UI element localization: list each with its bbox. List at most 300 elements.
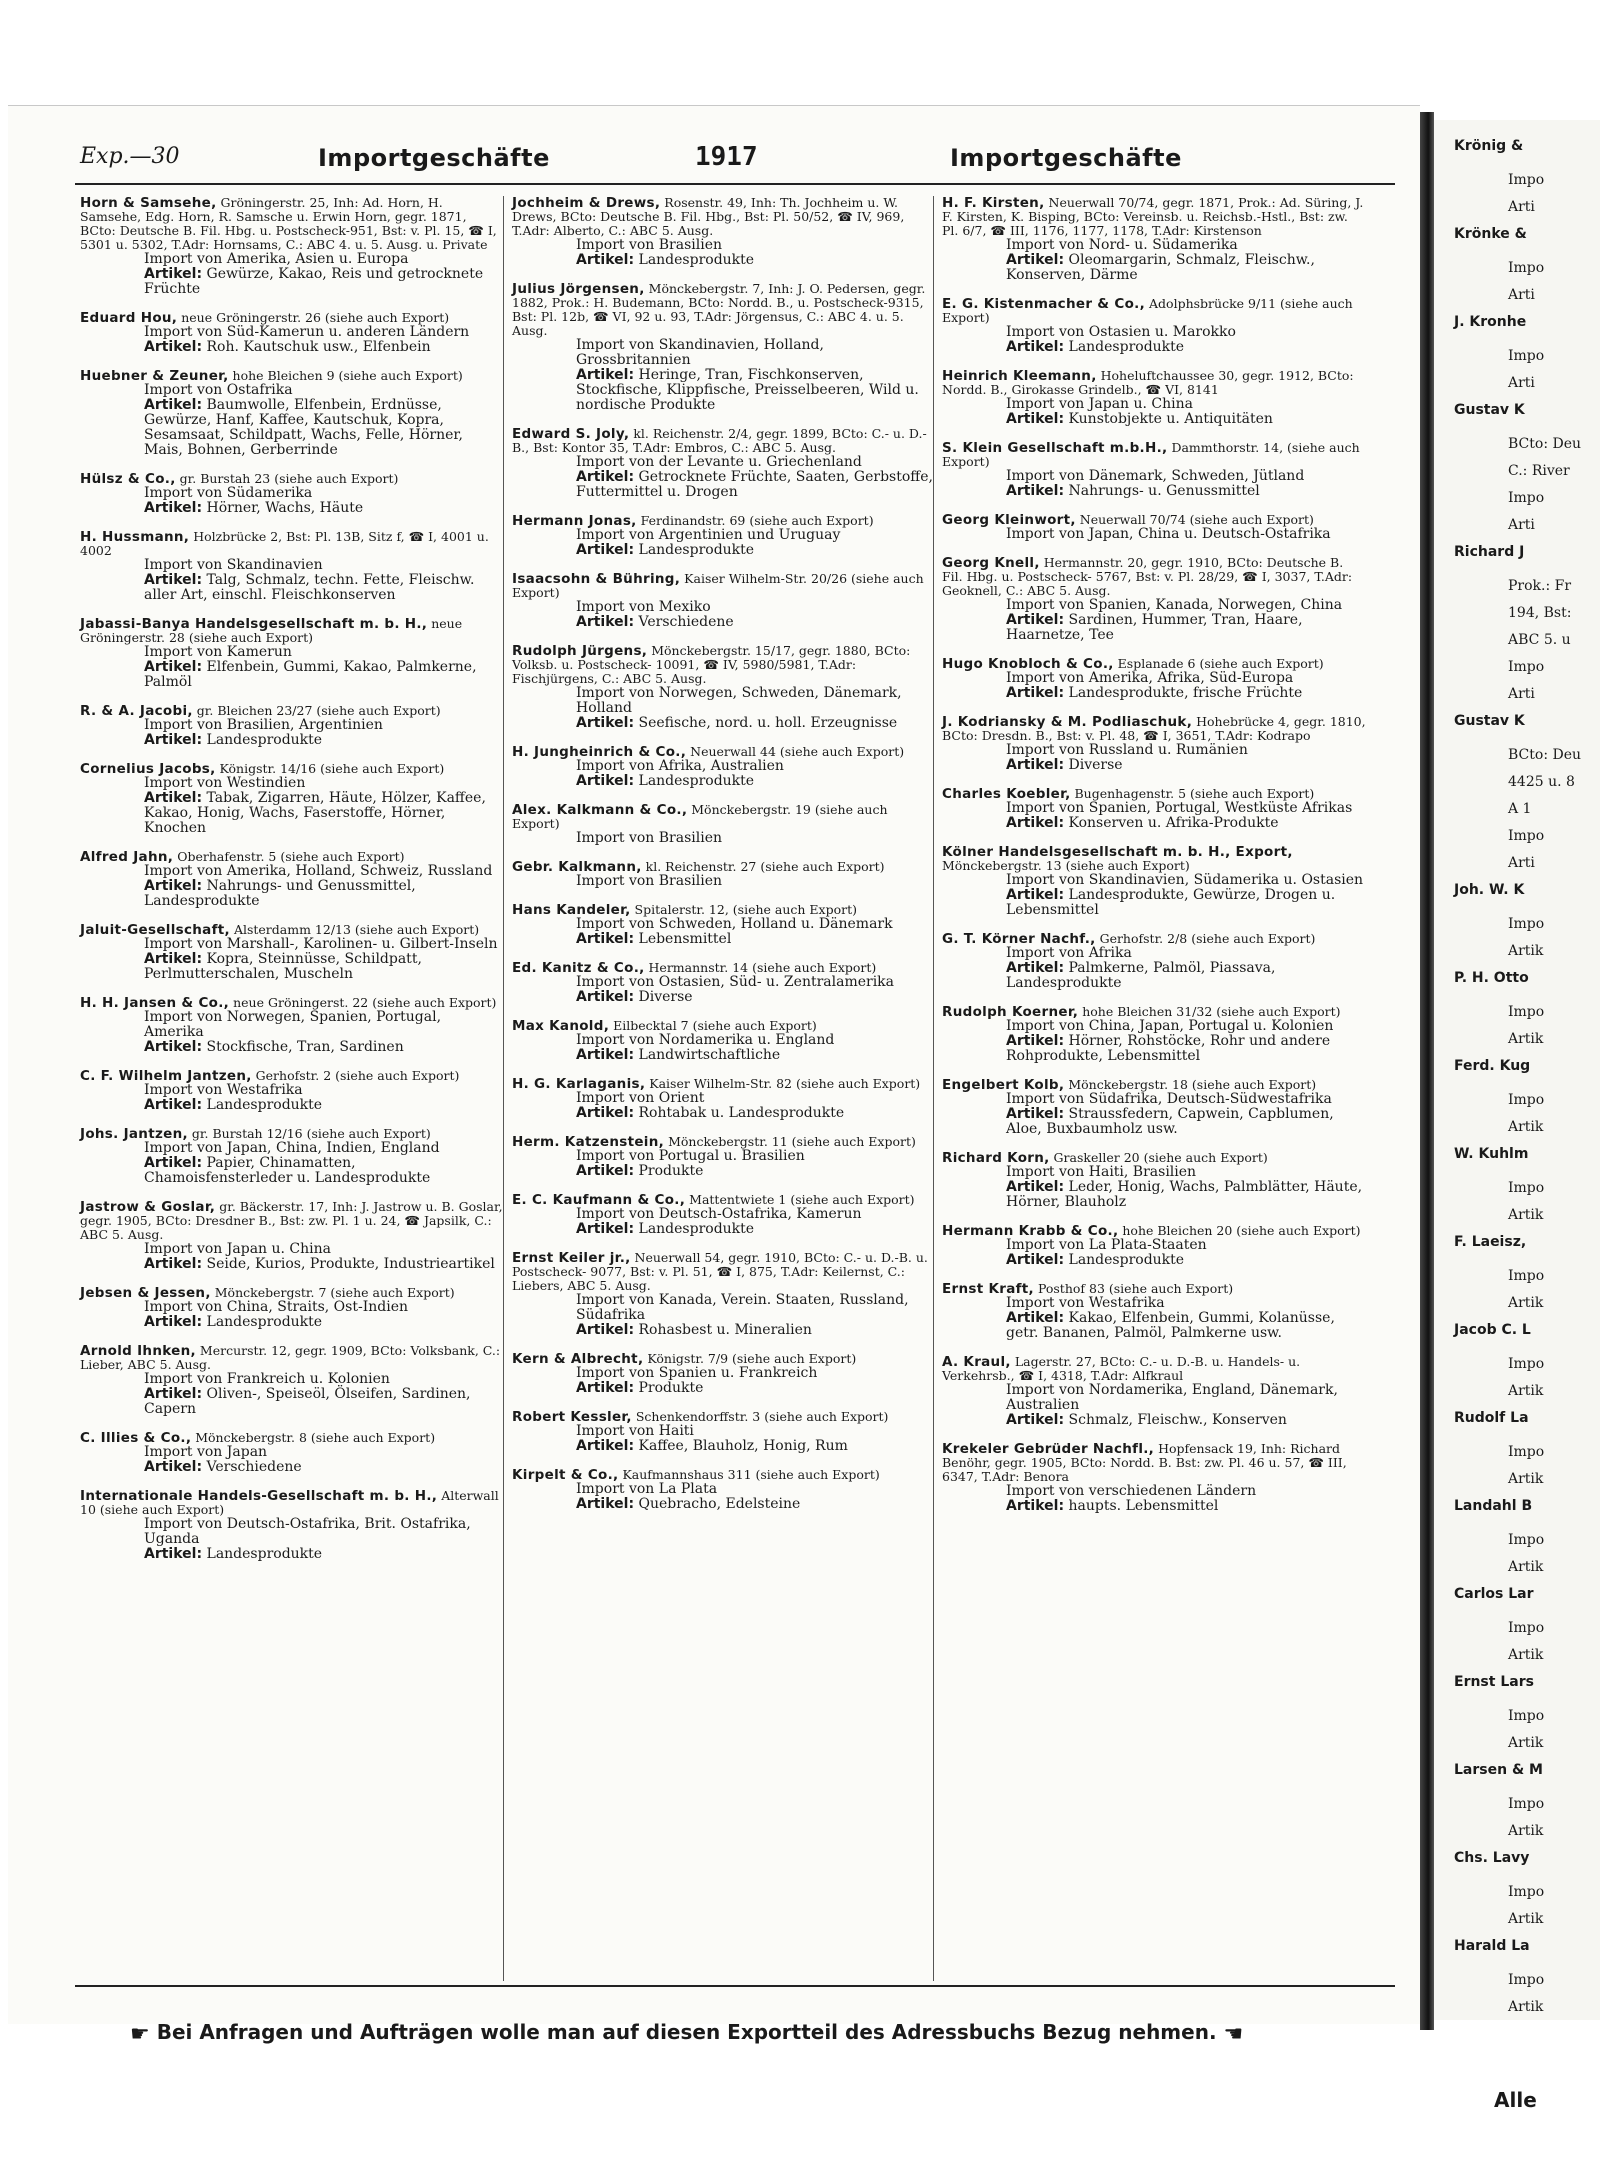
header-title-right: Importgeschäfte xyxy=(950,144,1182,172)
import-line: Import von Argentinien und Uruguay xyxy=(576,527,841,543)
company-name: Eduard Hou, xyxy=(80,310,178,326)
artikel-line xyxy=(80,1460,504,1475)
artikel-label: Artikel: xyxy=(144,339,203,355)
import-line: Import von Skandinavien, Südamerika u. Ostasien xyxy=(1006,872,1364,888)
artikel-line xyxy=(80,1098,504,1113)
company-name: Heinrich Kleemann, xyxy=(942,368,1097,384)
company-name: Hermann Krabb & Co., xyxy=(942,1223,1119,1239)
listing-head xyxy=(942,1442,1366,1484)
listing-head xyxy=(80,1200,504,1242)
adjacent-company-name: Joh. W. K xyxy=(1454,882,1525,898)
artikel-line xyxy=(512,1164,936,1179)
artikel-line xyxy=(80,340,504,355)
artikel-line xyxy=(80,1547,504,1562)
listing-head xyxy=(942,297,1366,325)
listing-entry xyxy=(512,1193,936,1237)
listing-head xyxy=(942,1005,1366,1019)
adjacent-line: A 1 xyxy=(1508,801,1532,817)
header-year: 1917 xyxy=(695,142,758,172)
artikel-line xyxy=(512,990,936,1005)
import-line: Import von Südafrika, Deutsch-Südwestafrika xyxy=(1006,1091,1332,1107)
artikel-text: Talg, Schmalz, techn. Fette, Fleischw. aller Art, einschl. Fleischkonserven xyxy=(144,572,475,603)
artikel-text: Stockfische, Tran, Sardinen xyxy=(206,1039,404,1055)
company-name: Rudolph Jürgens, xyxy=(512,643,648,659)
company-name: Julius Jörgensen, xyxy=(512,281,645,297)
listing-head xyxy=(942,369,1366,397)
listing-head xyxy=(80,472,504,486)
import-line: Import von La Plata xyxy=(576,1481,718,1497)
adjacent-company-name: Chs. Lavy xyxy=(1454,1850,1530,1866)
artikel-text: Seefische, nord. u. holl. Erzeugnisse xyxy=(638,715,898,731)
listing-entry xyxy=(80,1200,504,1272)
artikel-label: Artikel: xyxy=(144,1459,203,1475)
import-line: Import von Norwegen, Schweden, Dänemark, Holland xyxy=(576,685,902,716)
artikel-label: Artikel: xyxy=(144,1546,203,1562)
listing-head xyxy=(942,196,1366,238)
artikel-label: Artikel: xyxy=(576,931,635,947)
company-name: Charles Koebler, xyxy=(942,786,1071,802)
adjacent-company-name: Gustav K xyxy=(1454,713,1525,729)
artikel-line xyxy=(942,1180,1366,1210)
column-divider xyxy=(503,196,504,1981)
listing-head xyxy=(80,1431,504,1445)
listing-entry xyxy=(942,657,1366,701)
listing-head xyxy=(942,513,1366,527)
company-details: hohe Bleichen 31/32 (siehe auch Export) xyxy=(1082,1004,1341,1019)
import-line: Import von Haiti xyxy=(576,1423,694,1439)
adjacent-company-name: Ferd. Kug xyxy=(1454,1058,1531,1074)
import-line: Import von Spanien, Kanada, Norwegen, China xyxy=(1006,597,1343,613)
import-line: Import von China, Straits, Ost-Indien xyxy=(144,1299,408,1315)
import-line: Import von Dänemark, Schweden, Jütland xyxy=(1006,468,1305,484)
listing-head xyxy=(512,282,936,338)
company-name: R. & A. Jacobi, xyxy=(80,703,193,719)
company-name: Jastrow & Goslar, xyxy=(80,1199,216,1215)
listing-entry xyxy=(942,1355,1366,1428)
adjacent-company-name: W. Kuhlm xyxy=(1454,1146,1529,1162)
artikel-text: Seide, Kurios, Produkte, Industrieartikel xyxy=(206,1256,495,1272)
listing-entry xyxy=(512,903,936,947)
import-line: Import von Japan u. China xyxy=(144,1241,331,1257)
company-details: Königstr. 7/9 (siehe auch Export) xyxy=(647,1351,857,1366)
adjacent-company-name: Carlos Lar xyxy=(1454,1586,1534,1602)
company-name: Cornelius Jacobs, xyxy=(80,761,216,777)
artikel-line xyxy=(942,961,1366,991)
listing-head xyxy=(512,1410,936,1424)
artikel-line xyxy=(512,932,936,947)
artikel-line xyxy=(512,1323,936,1338)
artikel-line xyxy=(942,340,1366,355)
adjacent-line: Impo xyxy=(1508,1884,1545,1900)
listing-head xyxy=(80,311,504,325)
pointing-hand-icon: ☚ xyxy=(1223,2022,1244,2047)
column-divider xyxy=(933,196,934,1981)
import-line: Import von Brasilien xyxy=(576,873,723,889)
artikel-line xyxy=(512,1222,936,1237)
listing-head xyxy=(80,369,504,383)
listing-entry xyxy=(80,311,504,355)
company-details: kl. Reichenstr. 27 (siehe auch Export) xyxy=(645,859,885,874)
artikel-label: Artikel: xyxy=(1006,757,1065,773)
listing-entry xyxy=(942,932,1366,991)
listing-head xyxy=(512,572,936,600)
artikel-line xyxy=(80,1315,504,1330)
listing-head xyxy=(80,1489,504,1517)
artikel-label: Artikel: xyxy=(144,266,203,282)
import-line: Import von Deutsch-Ostafrika, Brit. Ostafrika, Uganda xyxy=(144,1516,471,1547)
artikel-text: Gewürze, Kakao, Reis und getrocknete Früchte xyxy=(144,266,484,297)
company-details: neue Gröningerst. 22 (siehe auch Export) xyxy=(233,995,497,1010)
company-name: Richard Korn, xyxy=(942,1150,1050,1166)
artikel-label: Artikel: xyxy=(576,1322,635,1338)
listing-entry xyxy=(512,745,936,789)
import-line: Import von Spanien, Portugal, Westküste Afrikas xyxy=(1006,800,1353,816)
listing-head xyxy=(942,1151,1366,1165)
artikel-line xyxy=(512,253,936,268)
adjacent-line: 194, Bst: xyxy=(1508,605,1572,621)
company-name: Gebr. Kalkmann, xyxy=(512,859,642,875)
listing-entry xyxy=(80,1431,504,1475)
artikel-label: Artikel: xyxy=(144,1314,203,1330)
company-name: H. F. Kirsten, xyxy=(942,195,1045,211)
artikel-line xyxy=(512,368,936,413)
adjacent-line: BCto: Deu xyxy=(1508,747,1582,763)
import-line: Import von Südamerika xyxy=(144,485,313,501)
import-line: Import von Norwegen, Spanien, Portugal, Amerika xyxy=(144,1009,442,1040)
import-line: Import von Japan, China, Indien, England xyxy=(144,1140,440,1156)
artikel-text: Konserven u. Afrika-Produkte xyxy=(1068,815,1279,831)
listing-entry xyxy=(512,572,936,630)
artikel-line xyxy=(942,253,1366,283)
listing-head xyxy=(80,1127,504,1141)
adjacent-line: Impo xyxy=(1508,828,1545,844)
adjacent-line: Artik xyxy=(1508,1911,1544,1927)
company-details: hohe Bleichen 20 (siehe auch Export) xyxy=(1122,1223,1361,1238)
company-name: Internationale Handels-Gesellschaft m. b. H., xyxy=(80,1488,438,1504)
company-details: Bugenhagenstr. 5 (siehe auch Export) xyxy=(1074,786,1315,801)
company-details: Ferdinandstr. 69 (siehe auch Export) xyxy=(640,513,874,528)
company-name: Johs. Jantzen, xyxy=(80,1126,188,1142)
adjacent-line: Prok.: Fr xyxy=(1508,578,1572,594)
import-line: Import von Spanien u. Frankreich xyxy=(576,1365,818,1381)
company-name: J. Kodriansky & M. Podliaschuk, xyxy=(942,714,1193,730)
artikel-line xyxy=(80,1156,504,1186)
company-name: Georg Kleinwort, xyxy=(942,512,1076,528)
artikel-label: Artikel: xyxy=(576,252,635,268)
company-details: Mercurstr. 12, gegr. 1909, BCto: Volksbank, C.: Lieber, ABC 5. Ausg. xyxy=(80,1343,501,1372)
company-details: Mönckebergstr. 15/17, gegr. 1880, BCto: Volksb. u. Postscheck- 10091, ☎ IV, 5980/5981, T.Adr: Fischjürgens, C.: ABC 5. Ausg. xyxy=(512,643,911,686)
artikel-label: Artikel: xyxy=(1006,685,1065,701)
listing-head xyxy=(512,1251,936,1293)
artikel-line xyxy=(80,733,504,748)
artikel-label: Artikel: xyxy=(1006,612,1065,628)
adjacent-line: Artik xyxy=(1508,1031,1544,1047)
artikel-text: Tabak, Zigarren, Häute, Hölzer, Kaffee, Kakao, Honig, Wachs, Faserstoffe, Hörner, Knochen xyxy=(144,790,486,836)
artikel-text: Nahrungs- u. Genussmittel xyxy=(1068,483,1260,499)
listing-head xyxy=(512,961,936,975)
adjacent-company-name: Krönke & xyxy=(1454,226,1527,242)
listing-entry xyxy=(512,1135,936,1179)
artikel-label: Artikel: xyxy=(144,500,203,516)
listing-head xyxy=(80,1286,504,1300)
artikel-label: Artikel: xyxy=(576,989,635,1005)
adjacent-line: Impo xyxy=(1508,1620,1545,1636)
adjacent-line: Artik xyxy=(1508,1647,1544,1663)
listing-entry xyxy=(512,282,936,413)
import-line: Import von Nord- u. Südamerika xyxy=(1006,237,1238,253)
import-line: Import von Marshall-, Karolinen- u. Gilbert-Inseln xyxy=(144,936,498,952)
company-details: Posthof 83 (siehe auch Export) xyxy=(1037,1281,1234,1296)
artikel-text: Oleomargarin, Schmalz, Fleischw., Konserven, Därme xyxy=(1006,252,1315,283)
artikel-line xyxy=(512,1439,936,1454)
listing-entry xyxy=(942,1224,1366,1268)
artikel-label: Artikel: xyxy=(576,1105,635,1121)
listing-head xyxy=(942,1282,1366,1296)
adjacent-line: Impo xyxy=(1508,916,1545,932)
adjacent-company-name: Richard J xyxy=(1454,544,1525,560)
listing-head xyxy=(942,932,1366,946)
listing-head xyxy=(942,441,1366,469)
adjacent-company-name: Harald La xyxy=(1454,1938,1530,1954)
company-details: Esplanade 6 (siehe auch Export) xyxy=(1117,656,1324,671)
adjacent-company-name: Larsen & M xyxy=(1454,1762,1543,1778)
artikel-text: Quebracho, Edelsteine xyxy=(638,1496,801,1512)
footer-note xyxy=(130,2020,1330,2050)
company-name: S. Klein Gesellschaft m.b.H., xyxy=(942,440,1168,456)
adjacent-line: Arti xyxy=(1508,287,1535,303)
artikel-text: Landesprodukte xyxy=(638,773,755,789)
company-name: E. G. Kistenmacher & Co., xyxy=(942,296,1146,312)
artikel-text: Produkte xyxy=(638,1380,704,1396)
adjacent-line: Artik xyxy=(1508,1559,1544,1575)
company-name: Hugo Knobloch & Co., xyxy=(942,656,1114,672)
import-line: Import von Brasilien xyxy=(576,830,723,846)
listing-head xyxy=(80,923,504,937)
company-name: Horn & Samsehe, xyxy=(80,195,217,211)
import-line: Import von Kanada, Verein. Staaten, Russland, Südafrika xyxy=(576,1292,909,1323)
listing-entry xyxy=(942,369,1366,427)
artikel-line xyxy=(942,613,1366,643)
artikel-text: Landesprodukte xyxy=(206,732,323,748)
artikel-text: Landesprodukte xyxy=(206,1314,323,1330)
import-line: Import von der Levante u. Griechenland xyxy=(576,454,862,470)
listing-entry xyxy=(942,556,1366,643)
company-details: Oberhafenstr. 5 (siehe auch Export) xyxy=(177,849,405,864)
listing-entry xyxy=(512,803,936,846)
listing-entry xyxy=(80,196,504,297)
listing-head xyxy=(80,704,504,718)
company-details: Alterwall 10 (siehe auch Export) xyxy=(80,1488,499,1517)
company-details: Kaiser Wilhelm-Str. 20/26 (siehe auch Export) xyxy=(512,571,924,600)
company-details: Hopfensack 19, Inh: Richard Benöhr, gegr. 1905, BCto: Nordd. B. Bst: zw. Pl. 46 u. 57, ☎ III, 6347, T.Adr: Benora xyxy=(942,1441,1347,1484)
artikel-text: Landesprodukte xyxy=(638,1221,755,1237)
artikel-label: Artikel: xyxy=(1006,339,1065,355)
adjacent-line: 4425 u. 8 xyxy=(1508,774,1575,790)
column-3 xyxy=(942,196,1366,1986)
adjacent-company-name: Landahl B xyxy=(1454,1498,1533,1514)
adjacent-line: Artik xyxy=(1508,1471,1544,1487)
listing-head xyxy=(942,657,1366,671)
listing-head xyxy=(512,644,936,686)
artikel-text: Schmalz, Fleischw., Konserven xyxy=(1068,1412,1287,1428)
artikel-label: Artikel: xyxy=(1006,1179,1065,1195)
company-details: Spitalerstr. 12, (siehe auch Export) xyxy=(634,902,857,917)
company-name: Isaacsohn & Bühring, xyxy=(512,571,681,587)
import-line: Import von Japan u. China xyxy=(1006,396,1193,412)
header-title-left: Importgeschäfte xyxy=(318,144,550,172)
company-name: Hermann Jonas, xyxy=(512,513,637,529)
artikel-text: haupts. Lebensmittel xyxy=(1068,1498,1219,1514)
artikel-line xyxy=(80,660,504,690)
import-line: Import von Afrika, Australien xyxy=(576,758,784,774)
listing-head xyxy=(942,845,1366,873)
artikel-label: Artikel: xyxy=(144,732,203,748)
artikel-label: Artikel: xyxy=(144,397,203,413)
adjacent-line: Artik xyxy=(1508,1823,1544,1839)
artikel-text: Diverse xyxy=(1068,757,1123,773)
import-line: Import von Amerika, Afrika, Süd-Europa xyxy=(1006,670,1294,686)
artikel-line xyxy=(80,952,504,982)
company-details: neue Gröningerstr. 28 (siehe auch Export) xyxy=(80,616,463,645)
artikel-label: Artikel: xyxy=(1006,1412,1065,1428)
artikel-line xyxy=(80,1387,504,1417)
adjacent-line: Impo xyxy=(1508,1004,1545,1020)
artikel-text: Sardinen, Hummer, Tran, Haare, Haarnetze, Tee xyxy=(1006,612,1303,643)
artikel-line xyxy=(942,816,1366,831)
artikel-line xyxy=(80,267,504,297)
company-name: G. T. Körner Nachf., xyxy=(942,931,1096,947)
artikel-line xyxy=(512,470,936,500)
adjacent-line: C.: River xyxy=(1508,463,1570,479)
import-line: Import von Süd-Kamerun u. anderen Ländern xyxy=(144,324,470,340)
listing-entry xyxy=(80,996,504,1055)
company-details: Mönckebergstr. 13 (siehe auch Export) xyxy=(942,858,1190,873)
listing-head xyxy=(512,745,936,759)
listing-entry xyxy=(512,196,936,268)
listing-entry xyxy=(512,1251,936,1338)
artikel-text: Rohasbest u. Mineralien xyxy=(638,1322,812,1338)
page-gutter xyxy=(1420,112,1434,2030)
company-name: A. Kraul, xyxy=(942,1354,1011,1370)
company-name: Ernst Kraft, xyxy=(942,1281,1034,1297)
import-line: Import von Deutsch-Ostafrika, Kamerun xyxy=(576,1206,862,1222)
adjacent-line: Impo xyxy=(1508,1708,1545,1724)
listing-entry xyxy=(512,1468,936,1512)
adjacent-line: Artik xyxy=(1508,1735,1544,1751)
import-line: Import von Westafrika xyxy=(144,1082,303,1098)
import-line: Import von Japan xyxy=(144,1444,268,1460)
artikel-line xyxy=(80,501,504,516)
company-details: Alsterdamm 12/13 (siehe auch Export) xyxy=(233,922,480,937)
company-details: Schenkendorffstr. 3 (siehe auch Export) xyxy=(635,1409,889,1424)
company-details: gr. Burstah 12/16 (siehe auch Export) xyxy=(191,1126,431,1141)
listing-entry xyxy=(942,1282,1366,1341)
listing-head xyxy=(512,514,936,528)
listing-entry xyxy=(512,860,936,889)
listing-entry xyxy=(512,1352,936,1396)
company-name: H. Jungheinrich & Co., xyxy=(512,744,687,760)
adjacent-line: Arti xyxy=(1508,375,1535,391)
listing-entry xyxy=(80,617,504,690)
adjacent-company-name: Rudolf La xyxy=(1454,1410,1529,1426)
company-name: Rudolph Koerner, xyxy=(942,1004,1079,1020)
listing-head xyxy=(512,903,936,917)
artikel-text: Landwirtschaftliche xyxy=(638,1047,781,1063)
artikel-text: Straussfedern, Capwein, Capblumen, Aloe, Buxbaumholz usw. xyxy=(1006,1106,1334,1137)
company-details: Kaufmannshaus 311 (siehe auch Export) xyxy=(622,1467,880,1482)
listing-entry xyxy=(512,1019,936,1063)
listing-head xyxy=(942,1078,1366,1092)
listing-head xyxy=(512,1135,936,1149)
adjacent-line: Arti xyxy=(1508,517,1535,533)
company-details: Gröningerstr. 25, Inh: Ad. Horn, H. Samsehe, Edg. Horn, R. Samsche u. Erwin Horn, gegr. 1871, BCto: Deutsche B. Fil. Hbg. u. Postscheck-951, Bst: v. Pl. 15, ☎ I, 5301 u. 5302, T.Adr: Hornsams, C.: ABC 4. u. 5. Ausg. u. Private xyxy=(80,195,497,252)
import-line: Import von Amerika, Asien u. Europa xyxy=(144,251,409,267)
column-2 xyxy=(512,196,936,1986)
listing-head xyxy=(942,556,1366,598)
import-line: Import von Schweden, Holland u. Dänemark xyxy=(576,916,893,932)
company-details: Hermannstr. 14 (siehe auch Export) xyxy=(648,960,877,975)
import-line: Import von Ostasien u. Marokko xyxy=(1006,324,1236,340)
company-name: Hülsz & Co., xyxy=(80,471,176,487)
company-name: Ed. Kanitz & Co., xyxy=(512,960,645,976)
listing-entry xyxy=(512,514,936,558)
listing-head xyxy=(80,1344,504,1372)
adjacent-line: BCto: Deu xyxy=(1508,436,1582,452)
company-details: Königstr. 14/16 (siehe auch Export) xyxy=(219,761,445,776)
adjacent-line: Impo xyxy=(1508,1532,1545,1548)
company-name: E. C. Kaufmann & Co., xyxy=(512,1192,686,1208)
import-line: Import von China, Japan, Portugal u. Kolonien xyxy=(1006,1018,1334,1034)
company-details: Hoheluftchaussee 30, gegr. 1912, BCto: Nordd. B., Girokasse Grindelb., ☎ VI, 8141 xyxy=(942,368,1354,397)
adjacent-line: Impo xyxy=(1508,1796,1545,1812)
artikel-label: Artikel: xyxy=(576,715,635,731)
company-name: H. H. Jansen & Co., xyxy=(80,995,230,1011)
adjacent-page-fragment xyxy=(1434,120,1600,2112)
adjacent-line: Artik xyxy=(1508,1207,1544,1223)
artikel-line xyxy=(512,1048,936,1063)
artikel-text: Rohtabak u. Landesprodukte xyxy=(638,1105,845,1121)
artikel-line xyxy=(512,716,936,731)
adjacent-company-name: F. Laeisz, xyxy=(1454,1234,1527,1250)
artikel-label: Artikel: xyxy=(576,1438,635,1454)
artikel-line xyxy=(512,543,936,558)
artikel-label: Artikel: xyxy=(144,659,203,675)
artikel-line xyxy=(942,1413,1366,1428)
artikel-label: Artikel: xyxy=(1006,1106,1065,1122)
import-line: Import von Russland u. Rumänien xyxy=(1006,742,1248,758)
company-name: Engelbert Kolb, xyxy=(942,1077,1065,1093)
listing-entry xyxy=(942,441,1366,499)
company-details: Neuerwall 70/74 (siehe auch Export) xyxy=(1079,512,1314,527)
company-details: gr. Bleichen 23/27 (siehe auch Export) xyxy=(196,703,441,718)
company-details: gr. Bäckerstr. 17, Inh: J. Jastrow u. B. Goslar, gegr. 1905, BCto: Dresdner B., Bst: zw. Pl. 1 u. 24, ☎ Japsilk, C.: ABC 5. Ausg. xyxy=(80,1199,503,1242)
artikel-line xyxy=(942,758,1366,773)
company-details: Mönckebergstr. 19 (siehe auch Export) xyxy=(512,802,888,831)
listing-entry xyxy=(80,1069,504,1113)
listing-head xyxy=(80,996,504,1010)
listing-entry xyxy=(942,715,1366,773)
artikel-line xyxy=(80,791,504,836)
artikel-label: Artikel: xyxy=(1006,1033,1065,1049)
artikel-label: Artikel: xyxy=(576,1380,635,1396)
artikel-label: Artikel: xyxy=(144,1256,203,1272)
company-details: Dammthorstr. 14, (siehe auch Export) xyxy=(942,440,1360,469)
artikel-line xyxy=(942,1311,1366,1341)
company-name: Jochheim & Drews, xyxy=(512,195,661,211)
artikel-text: Produkte xyxy=(638,1163,704,1179)
artikel-label: Artikel: xyxy=(144,951,203,967)
artikel-label: Artikel: xyxy=(576,773,635,789)
